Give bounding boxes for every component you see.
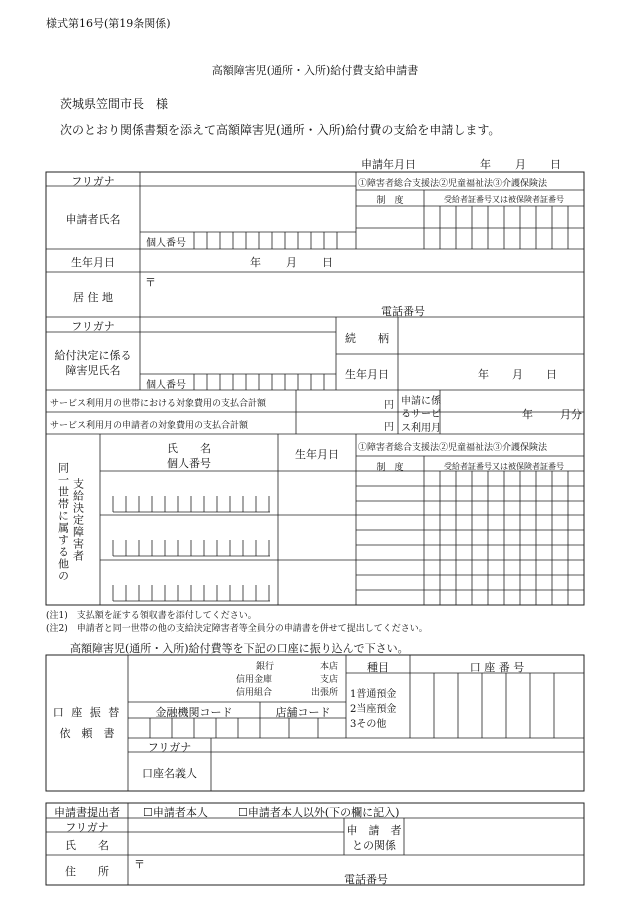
household-side-label-1: 同一世帯に属する他の xyxy=(56,462,70,582)
bank-code-input[interactable] xyxy=(129,719,259,737)
household-member-row-2[interactable] xyxy=(100,516,356,560)
applicant-birth-month: 月 xyxy=(286,256,297,269)
applicant-furigana-input[interactable] xyxy=(141,173,355,185)
personal-number-ticks xyxy=(100,561,356,605)
child-name-label-2: 障害児氏名 xyxy=(65,364,121,377)
branch-code-label: 店舗コード xyxy=(275,706,331,719)
child-relationship-label: 続 柄 xyxy=(345,332,389,345)
date-month: 月 xyxy=(515,158,526,171)
branch-type-1: 支店 xyxy=(320,675,339,685)
child-birthdate-label: 生年月日 xyxy=(345,368,389,381)
child-furigana-label: フリガナ xyxy=(71,320,115,333)
household-total-input[interactable] xyxy=(297,391,381,411)
submitter-phone-label: 電話番号 xyxy=(344,873,388,886)
holder-furigana-input[interactable] xyxy=(212,739,583,751)
account-type-2[interactable]: 3その他 xyxy=(350,719,387,730)
service-month-input[interactable] xyxy=(441,391,521,433)
child-name-input[interactable] xyxy=(141,333,335,373)
child-furigana-input[interactable] xyxy=(141,318,335,331)
intro-text: 次のとおり関係書類を添えて高額障害児(通所・入所)給付費の支給を申請します。 xyxy=(60,123,501,137)
account-type-0[interactable]: 1普通預金 xyxy=(350,689,397,700)
branch-type-2: 出張所 xyxy=(311,688,339,698)
applicant-birthdate-label: 生年月日 xyxy=(71,256,115,269)
submitter-name-label: 氏 名 xyxy=(65,839,109,852)
service-month-label-2: るサービ xyxy=(401,409,441,420)
holder-name-input[interactable] xyxy=(212,753,583,790)
applicant-system-label: 制 度 xyxy=(376,196,404,206)
applicant-personal-number-label: 個人番号 xyxy=(146,238,186,249)
household-system-label: 制 度 xyxy=(376,463,404,473)
submitter-relationship-label-2: との関係 xyxy=(352,839,396,852)
account-type-1[interactable]: 2当座預金 xyxy=(350,704,397,715)
note-2: (注2) 申請者と同一世帯の他の支給決定障害者等全員分の申請書を併せて提出してください。 xyxy=(46,624,428,634)
applicant-system-input[interactable] xyxy=(357,207,423,248)
applicant-birth-day: 日 xyxy=(322,256,333,269)
household-side-label-2: 支給決定障害者 xyxy=(71,478,85,562)
household-cert-label: 受給者証番号又は被保険者証番号 xyxy=(444,462,564,471)
applicant-name-input[interactable] xyxy=(141,187,355,231)
submitter-postal-mark: 〒 xyxy=(134,858,145,871)
personal-number-ticks xyxy=(100,516,356,560)
page-title: 高額障害児(通所・入所)給付費支給申請書 xyxy=(211,64,419,77)
submitter-name-input[interactable] xyxy=(129,833,343,854)
household-member-row-1[interactable] xyxy=(100,472,356,515)
child-birth-year: 年 xyxy=(478,368,489,381)
holder-furigana-label: フリガナ xyxy=(147,741,192,754)
service-month-suffix: 月分 xyxy=(560,408,582,421)
applicant-total-input[interactable] xyxy=(297,413,381,433)
branch-type-0: 本店 xyxy=(320,662,339,672)
note-1: (注1) 支払額を証する領収書を添付してください。 xyxy=(46,611,257,621)
service-month-label-3: ス利用月 xyxy=(401,423,441,434)
bank-section-label-1: 口 座 振 替 xyxy=(52,706,122,719)
applicant-name-label: 申請者氏名 xyxy=(65,213,121,226)
form-number: 様式第16号(第19条関係) xyxy=(46,17,171,30)
child-relationship-input[interactable] xyxy=(399,318,583,353)
household-name-header: 氏 名 xyxy=(167,442,211,455)
personal-number-ticks xyxy=(100,472,356,515)
child-personal-number-input[interactable] xyxy=(194,375,335,389)
date-year: 年 xyxy=(480,158,491,171)
application-date-label: 申請年月日 xyxy=(361,158,416,171)
bank-type-2: 信用組合 xyxy=(236,688,273,698)
branch-code-input[interactable] xyxy=(261,719,345,737)
applicant-personal-number-input[interactable] xyxy=(194,233,356,248)
applicant-furigana-label: フリガナ xyxy=(71,175,115,188)
holder-name-label: 口座名義人 xyxy=(142,767,197,780)
applicant-total-yen: 円 xyxy=(384,422,394,433)
bank-code-label: 金融機関コード xyxy=(155,706,233,719)
service-month-label-1: 申請に係 xyxy=(401,396,441,407)
bank-type-0: 銀行 xyxy=(256,662,275,672)
service-year: 年 xyxy=(522,408,533,421)
submitter-option-self[interactable]: ☐申請者本人 xyxy=(143,806,208,819)
date-day: 日 xyxy=(550,158,561,171)
household-member-row-3[interactable] xyxy=(100,561,356,605)
account-number-label: 口 座 番 号 xyxy=(469,661,525,674)
applicant-phone-label: 電話番号 xyxy=(381,305,425,318)
applicant-cert-input[interactable] xyxy=(425,207,583,248)
bank-type-1: 信用金庫 xyxy=(236,675,273,685)
child-birthdate-input[interactable] xyxy=(399,355,583,389)
applicant-birth-year: 年 xyxy=(250,256,261,269)
submitter-label: 申請書提出者 xyxy=(54,806,120,819)
addressee: 茨城県笠間市長 様 xyxy=(60,97,169,111)
applicant-address-input[interactable] xyxy=(160,274,582,316)
submitter-relationship-input[interactable] xyxy=(405,819,583,854)
household-birthdate-header: 生年月日 xyxy=(295,448,339,461)
applicant-cert-label: 受給者証番号又は被保険者証番号 xyxy=(444,195,564,204)
submitter-furigana-input[interactable] xyxy=(129,819,343,831)
household-total-label: サービス利用月の世帯における対象費用の支払合計額 xyxy=(50,399,267,409)
bank-intro: 高額障害児(通所・入所)給付費等を下記の口座に振り込んで下さい。 xyxy=(70,642,409,655)
child-personal-number-label: 個人番号 xyxy=(146,380,186,391)
submitter-relationship-label-1: 申 請 者 xyxy=(346,824,402,837)
household-total-yen: 円 xyxy=(384,400,394,411)
applicant-postal-mark: 〒 xyxy=(145,276,156,289)
applicant-law-header: ①障害者総合支援法②児童福祉法③介護保険法 xyxy=(358,179,548,189)
child-birth-day: 日 xyxy=(546,368,557,381)
submitter-furigana-label: フリガナ xyxy=(65,821,109,834)
household-number-header: 個人番号 xyxy=(167,457,211,470)
applicant-birthdate-input[interactable] xyxy=(141,250,583,271)
submitter-option-other[interactable]: ☐申請者本人以外(下の欄に記入) xyxy=(238,806,400,819)
child-name-label-1: 給付決定に係る xyxy=(54,349,132,362)
household-law-header: ①障害者総合支援法②児童福祉法③介護保険法 xyxy=(358,443,548,453)
child-birth-month: 月 xyxy=(512,368,523,381)
submitter-address-label: 住 所 xyxy=(65,865,109,878)
applicant-address-label: 居 住 地 xyxy=(73,291,113,304)
applicant-total-label: サービス利用月の申請者の対象費用の支払合計額 xyxy=(50,421,249,431)
account-kind-label: 種目 xyxy=(367,661,389,674)
household-cert-grid[interactable] xyxy=(357,472,583,604)
submitter-address-input[interactable] xyxy=(148,857,582,884)
branch-name-input[interactable] xyxy=(265,656,310,701)
application-date-input[interactable] xyxy=(428,151,508,169)
bank-name-input[interactable] xyxy=(129,656,229,701)
account-number-input[interactable] xyxy=(411,674,583,737)
bank-section-label-2: 依 頼 書 xyxy=(59,727,115,740)
